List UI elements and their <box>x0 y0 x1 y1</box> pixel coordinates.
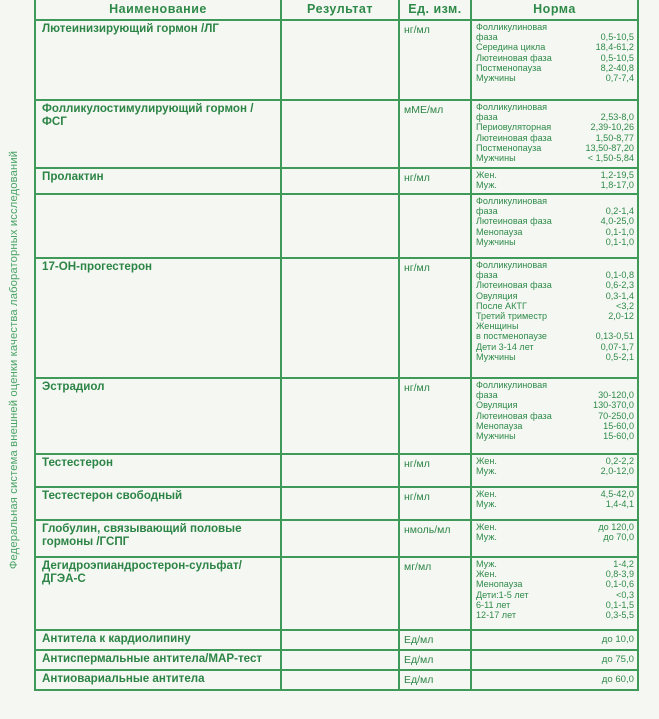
norm-line <box>476 153 634 163</box>
norm-label: Менопауза <box>476 420 523 431</box>
test-name: Дегидроэпиандростерон-сульфат/ ДГЭА-С <box>35 557 281 630</box>
norm-line <box>476 102 634 112</box>
norm-line <box>476 170 634 180</box>
unit-cell: нг/мл <box>399 168 471 194</box>
unit-cell: нмоль/мл <box>399 520 471 557</box>
result-cell[interactable] <box>281 487 399 520</box>
norm-line <box>476 532 634 542</box>
norm-value: 4,0-25,0 <box>600 216 634 227</box>
header-row <box>35 0 638 20</box>
table-row <box>35 168 638 194</box>
norm-label: Фолликулиновая <box>476 196 548 206</box>
norm-line <box>476 559 634 569</box>
norm-value: 0,5-2,1 <box>605 351 634 362</box>
result-cell[interactable] <box>281 520 399 557</box>
norm-label: 12-17 лет <box>476 610 517 621</box>
result-cell[interactable] <box>281 630 399 650</box>
result-cell[interactable] <box>281 168 399 194</box>
norm-label: Овуляция <box>476 400 518 411</box>
norm-label: Жен. <box>476 489 497 499</box>
norm-line <box>476 216 634 226</box>
unit-cell: нг/мл <box>399 487 471 520</box>
norm-label: Мужчины <box>476 73 516 84</box>
table-row <box>35 454 638 487</box>
norm-value: 18,4-61,2 <box>595 42 634 53</box>
norm-label: Периовуляторная <box>476 122 552 133</box>
header-norm: Норма <box>471 0 638 20</box>
norm-value <box>631 22 634 32</box>
norm-cell <box>471 454 638 487</box>
norm-value: 0,8-3,9 <box>605 569 634 580</box>
norm-cell <box>471 650 638 670</box>
unit-cell: мМЕ/мл <box>399 100 471 168</box>
norm-value: 4,5-42,0 <box>600 489 634 499</box>
norm-cell <box>471 670 638 690</box>
table-row <box>35 20 638 100</box>
norm-line <box>476 206 634 216</box>
test-name: Лютеинизирующий гормон /ЛГ <box>35 20 281 100</box>
result-cell[interactable] <box>281 454 399 487</box>
norm-label: Муж. <box>476 180 497 191</box>
norm-line <box>476 569 634 579</box>
norm-line <box>476 42 634 52</box>
unit-cell: Ед/мл <box>399 650 471 670</box>
table-row <box>35 487 638 520</box>
norm-line <box>476 675 634 685</box>
table-row <box>35 378 638 454</box>
norm-line <box>476 311 634 321</box>
norm-cell <box>471 630 638 650</box>
norm-value: 2,0-12 <box>608 311 634 322</box>
unit-cell: нг/мл <box>399 258 471 378</box>
norm-label: фаза <box>476 390 498 401</box>
result-cell[interactable] <box>281 670 399 690</box>
norm-line <box>476 331 634 341</box>
norm-line <box>476 610 634 620</box>
norm-value: < 1,50-5,84 <box>587 153 634 164</box>
norm-value: 15-60,0 <box>603 431 634 442</box>
norm-value: 0,07-1,7 <box>600 341 634 352</box>
norm-label: Фолликулиновая <box>476 380 548 390</box>
norm-line <box>476 122 634 132</box>
norm-value: 1,8-17,0 <box>600 180 634 191</box>
norm-label: Менопауза <box>476 226 523 237</box>
test-name: Глобулин, связывающий половые гормоны /ГСПГ <box>35 520 281 557</box>
test-name <box>35 194 281 258</box>
norm-label: фаза <box>476 112 498 123</box>
norm-label: Менопауза <box>476 579 523 590</box>
table-row <box>35 557 638 630</box>
table-row <box>35 100 638 168</box>
result-cell[interactable] <box>281 100 399 168</box>
norm-label: Фолликулиновая <box>476 260 548 270</box>
result-cell[interactable] <box>281 650 399 670</box>
norm-line <box>476 237 634 247</box>
norm-label: 6-11 лет <box>476 599 511 610</box>
norm-line <box>476 600 634 610</box>
norm-value: <3,2 <box>616 300 634 311</box>
norm-label: Мужчины <box>476 236 516 247</box>
norm-value: 30-120,0 <box>598 390 634 401</box>
norm-label: Постменопауза <box>476 142 542 153</box>
norm-label: Фолликулиновая <box>476 102 548 112</box>
norm-line <box>476 143 634 153</box>
unit-cell <box>399 194 471 258</box>
result-cell[interactable] <box>281 258 399 378</box>
norm-value: 1-4,2 <box>613 559 634 569</box>
norm-label: Постменопауза <box>476 62 542 73</box>
unit-cell: Ед/мл <box>399 670 471 690</box>
norm-value: 70-250,0 <box>598 410 634 421</box>
norm-value: 0,7-7,4 <box>605 73 634 84</box>
lab-results-table <box>34 0 639 691</box>
unit-cell: мг/мл <box>399 557 471 630</box>
norm-value: до 60,0 <box>601 674 634 686</box>
norm-line <box>476 321 634 331</box>
norm-value: 0,1-0,8 <box>605 270 634 281</box>
norm-value: 15-60,0 <box>603 420 634 431</box>
norm-line <box>476 579 634 589</box>
norm-value: 1,4-4,1 <box>605 499 634 510</box>
norm-label: Муж. <box>476 466 497 477</box>
norm-line <box>476 400 634 410</box>
norm-value: 2,39-10,26 <box>590 122 634 133</box>
norm-label: Мужчины <box>476 153 516 164</box>
result-cell[interactable] <box>281 378 399 454</box>
norm-cell <box>471 557 638 630</box>
test-name: Эстрадиол <box>35 378 281 454</box>
norm-label: Овуляция <box>476 290 518 301</box>
norm-cell <box>471 100 638 168</box>
norm-value: 0,2-1,4 <box>605 206 634 217</box>
result-cell[interactable] <box>281 20 399 100</box>
norm-line <box>476 291 634 301</box>
norm-line <box>476 421 634 431</box>
norm-value: <0,3 <box>616 589 634 600</box>
norm-line <box>476 390 634 400</box>
norm-value: 0,5-10,5 <box>600 32 634 43</box>
norm-line <box>476 227 634 237</box>
norm-line <box>476 63 634 73</box>
unit-cell: Ед/мл <box>399 630 471 650</box>
header-unit: Ед. изм. <box>399 0 471 20</box>
header-name: Наименование <box>35 0 281 20</box>
norm-line <box>476 489 634 499</box>
result-cell[interactable] <box>281 557 399 630</box>
norm-value: 0,3-1,4 <box>605 290 634 301</box>
test-name: 17-ОН-прогестерон <box>35 258 281 378</box>
norm-label: Дети 3-14 лет <box>476 341 534 352</box>
norm-value: 1,50-8,77 <box>595 132 634 143</box>
unit-cell: нг/мл <box>399 378 471 454</box>
norm-value: 0,5-10,5 <box>600 52 634 63</box>
norm-value <box>631 260 634 270</box>
norm-line <box>476 196 634 206</box>
norm-line <box>476 380 634 390</box>
norm-line <box>476 270 634 280</box>
norm-label: фаза <box>476 32 498 43</box>
table-row <box>35 650 638 670</box>
norm-value: до 10,0 <box>601 634 634 646</box>
table-row <box>35 194 638 258</box>
norm-value <box>631 380 634 390</box>
norm-value: до 70,0 <box>603 532 634 543</box>
norm-label: Лютеиновая фаза <box>476 410 552 421</box>
norm-label: Мужчины <box>476 351 516 362</box>
norm-line <box>476 635 634 645</box>
norm-label: Лютеиновая фаза <box>476 216 552 227</box>
table-row <box>35 670 638 690</box>
norm-label: Женщины <box>476 321 519 332</box>
norm-line <box>476 342 634 352</box>
norm-label: Муж. <box>476 499 497 510</box>
norm-value: до 120,0 <box>598 522 634 532</box>
side-caption-text: Федеральная система внешней оценки качества лабораторных исследований <box>8 150 20 569</box>
norm-line <box>476 32 634 42</box>
norm-line <box>476 112 634 122</box>
norm-label: Дети:1-5 лет <box>476 589 529 600</box>
norm-label: Муж. <box>476 559 497 569</box>
unit-cell: нг/мл <box>399 454 471 487</box>
norm-value: 0,3-5,5 <box>605 610 634 621</box>
result-cell[interactable] <box>281 194 399 258</box>
norm-value: до 75,0 <box>601 654 634 666</box>
norm-line <box>476 655 634 665</box>
norm-label: Жен. <box>476 170 497 180</box>
norm-line <box>476 53 634 63</box>
norm-cell <box>471 20 638 100</box>
test-name: Фолликулостимулирующий гормон /ФСГ <box>35 100 281 168</box>
norm-label: Третий триместр <box>476 311 548 322</box>
norm-line <box>476 260 634 270</box>
norm-value: 0,1-1,0 <box>605 226 634 237</box>
norm-label: фаза <box>476 270 498 281</box>
norm-label: Муж. <box>476 532 497 543</box>
norm-value: 0,1-1,5 <box>605 599 634 610</box>
norm-value: 8,2-40,8 <box>600 62 634 73</box>
norm-label: Лютеиновая фаза <box>476 52 552 63</box>
norm-label: Мужчины <box>476 431 516 442</box>
norm-label: фаза <box>476 206 498 217</box>
norm-label: Лютеиновая фаза <box>476 132 552 143</box>
norm-label: в постменопаузе <box>476 331 547 342</box>
norm-cell <box>471 258 638 378</box>
norm-line <box>476 180 634 190</box>
norm-line <box>476 466 634 476</box>
norm-value: 1,2-19,5 <box>600 170 634 180</box>
norm-line <box>476 301 634 311</box>
norm-label: После АКТГ <box>476 300 527 311</box>
test-name: Пролактин <box>35 168 281 194</box>
test-name: Тестестерон свободный <box>35 487 281 520</box>
norm-line <box>476 133 634 143</box>
norm-value: 0,1-1,0 <box>605 236 634 247</box>
norm-cell <box>471 378 638 454</box>
norm-value: 2,53-8,0 <box>600 112 634 123</box>
norm-label: Жен. <box>476 569 497 580</box>
norm-label: Середина цикла <box>476 42 546 53</box>
norm-line <box>476 499 634 509</box>
norm-label: Лютеиновая фаза <box>476 280 552 291</box>
norm-cell <box>471 194 638 258</box>
norm-label: Жен. <box>476 522 497 532</box>
test-name: Антиспермальные антитела/МАР-тест <box>35 650 281 670</box>
norm-value: 130-370,0 <box>593 400 634 411</box>
norm-value: 0,13-0,51 <box>595 331 634 342</box>
norm-line <box>476 590 634 600</box>
test-name: Тестестерон <box>35 454 281 487</box>
norm-label: Жен. <box>476 456 497 466</box>
norm-value: 0,1-0,6 <box>605 579 634 590</box>
norm-cell <box>471 520 638 557</box>
norm-line <box>476 352 634 362</box>
norm-cell <box>471 168 638 194</box>
table-row <box>35 630 638 650</box>
norm-value: 0,6-2,3 <box>605 280 634 291</box>
norm-value <box>631 321 634 331</box>
norm-value: 0,2-2,2 <box>605 456 634 466</box>
norm-cell <box>471 487 638 520</box>
norm-value <box>631 102 634 112</box>
norm-value: 13,50-87,20 <box>585 142 634 153</box>
norm-line <box>476 280 634 290</box>
norm-line <box>476 73 634 83</box>
unit-cell: нг/мл <box>399 20 471 100</box>
side-caption <box>2 0 26 719</box>
norm-value <box>631 196 634 206</box>
norm-line <box>476 431 634 441</box>
norm-line <box>476 456 634 466</box>
norm-line <box>476 522 634 532</box>
norm-label: Фолликулиновая <box>476 22 548 32</box>
norm-line <box>476 22 634 32</box>
test-name: Антиовариальные антитела <box>35 670 281 690</box>
norm-line <box>476 411 634 421</box>
header-result: Результат <box>281 0 399 20</box>
table-row <box>35 520 638 557</box>
test-name: Антитела к кардиолипину <box>35 630 281 650</box>
norm-value: 2,0-12,0 <box>600 466 634 477</box>
table-row <box>35 258 638 378</box>
